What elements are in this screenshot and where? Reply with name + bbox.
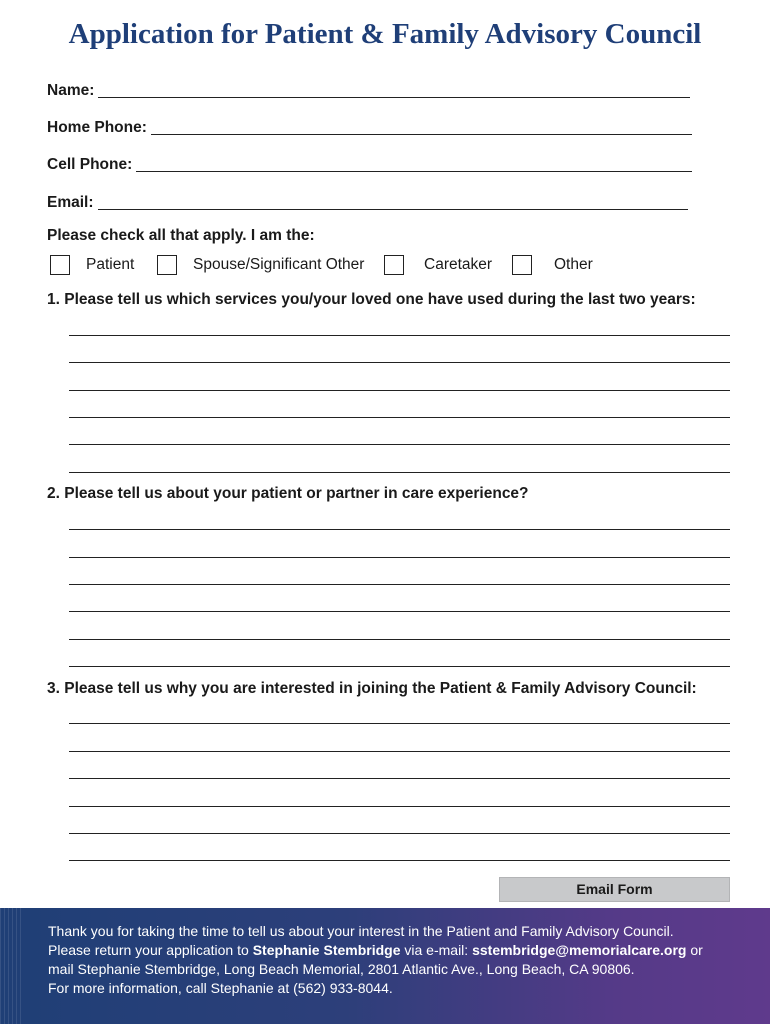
email-form-button[interactable]: Email Form [499,877,730,902]
cell-phone-input-line[interactable] [136,171,692,172]
answer-line[interactable] [69,723,730,724]
other-label: Other [554,256,593,273]
home-phone-field[interactable] [47,114,692,138]
footer-text [48,922,748,998]
check-heading: Please check all that apply. I am the: [47,227,315,244]
answer-line[interactable] [69,778,730,779]
page-title: Application for Patient & Family Advisory Council [68,18,702,50]
cell-phone-field[interactable] [47,151,692,175]
name-input-line[interactable] [98,97,690,98]
footer-line-2-post: or [686,942,703,958]
option-caretaker[interactable] [384,255,492,275]
answer-line[interactable] [69,860,730,861]
name-label: Name: [47,82,95,99]
email-label: Email: [47,194,94,211]
answer-line[interactable] [69,444,730,445]
answer-line[interactable] [69,611,730,612]
contact-email-link[interactable]: sstembridge@memorialcare.org [472,942,687,958]
footer-banner [0,908,770,1024]
question-3: 3. Please tell us why you are interested in joining the Patient & Family Advisory Council: [47,680,697,697]
answer-line[interactable] [69,751,730,752]
contact-name: Stephanie Stembridge [252,942,401,958]
footer-stripes [0,908,22,1024]
home-phone-input-line[interactable] [151,134,692,135]
option-patient[interactable] [50,255,134,275]
question-1: 1. Please tell us which services you/your loved one have used during the last two years: [47,291,696,308]
caretaker-checkbox[interactable] [384,255,404,275]
answer-line[interactable] [69,639,730,640]
spouse-checkbox[interactable] [157,255,177,275]
answer-line[interactable] [69,529,730,530]
answer-line[interactable] [69,390,730,391]
answer-line[interactable] [69,833,730,834]
answer-line[interactable] [69,335,730,336]
footer-line-1: Thank you for taking the time to tell us about your interest in the Patient and Family Advisory Council. [48,923,674,939]
question-2: 2. Please tell us about your patient or partner in care experience? [47,485,529,502]
patient-label: Patient [86,256,135,273]
home-phone-label: Home Phone: [47,119,147,136]
name-field[interactable] [47,77,690,101]
footer-line-4: For more information, call Stephanie at (562) 933-8044. [48,980,393,996]
answer-line[interactable] [69,472,730,473]
caretaker-label: Caretaker [424,256,493,273]
email-input-line[interactable] [98,209,688,210]
answer-line[interactable] [69,806,730,807]
cell-phone-label: Cell Phone: [47,156,133,173]
spouse-label: Spouse/Significant Other [193,256,365,273]
other-checkbox[interactable] [512,255,532,275]
footer-line-2-mid: via e-mail: [400,942,473,958]
option-other[interactable] [512,255,593,275]
answer-line[interactable] [69,362,730,363]
email-field[interactable] [47,189,688,213]
patient-checkbox[interactable] [50,255,70,275]
answer-line[interactable] [69,557,730,558]
option-spouse[interactable] [157,255,364,275]
footer-line-2 [48,941,748,960]
footer-line-2-pre: Please return your application to [48,942,253,958]
footer-line-3: mail Stephanie Stembridge, Long Beach Memorial, 2801 Atlantic Ave., Long Beach, CA 90806. [48,961,635,977]
answer-line[interactable] [69,584,730,585]
answer-line[interactable] [69,417,730,418]
answer-line[interactable] [69,666,730,667]
